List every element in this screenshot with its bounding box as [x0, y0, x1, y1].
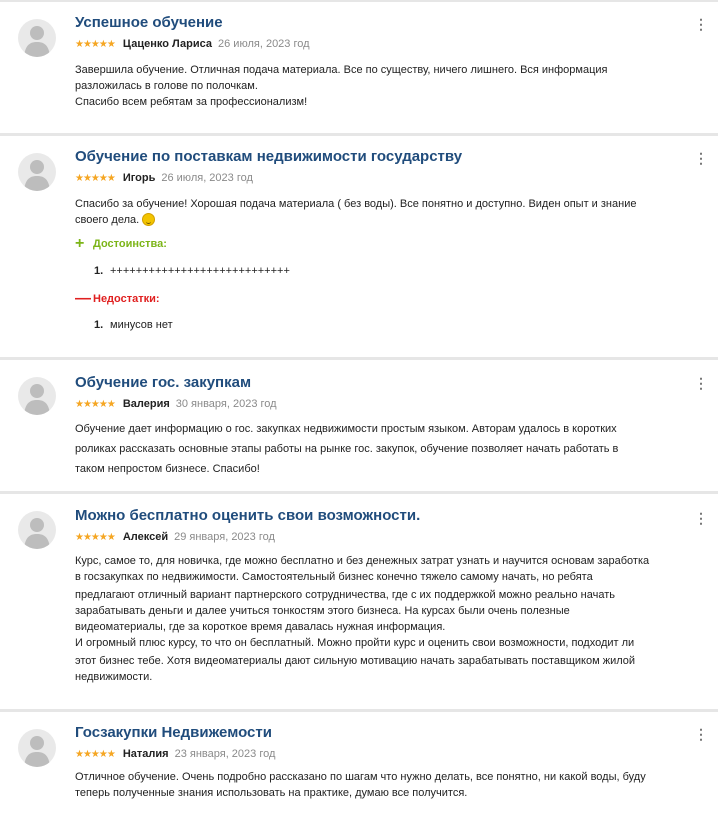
review-text-line: Спасибо за обучение! Хорошая подача материала ( без воды). Все понятно и доступно. Виден опыт и знание: [75, 198, 637, 210]
review-text-line: разложилась в голове по полочкам.: [75, 80, 258, 92]
user-avatar-icon: [18, 19, 56, 57]
review-author: Цаценко Лариса: [122, 38, 213, 50]
kebab-menu-icon[interactable]: ⋮: [694, 375, 708, 391]
review-title[interactable]: Обучение гос. закупкам: [75, 374, 252, 391]
pros-heading: [75, 235, 167, 253]
user-avatar-icon: [18, 729, 56, 767]
cons-list-item: [94, 319, 173, 331]
rating-stars: ★★★★★: [75, 398, 115, 410]
review-date: 26 июля, 2023 год: [161, 172, 253, 184]
review-title[interactable]: Обучение по поставкам недвижимости государству: [75, 148, 463, 165]
review-body: [75, 419, 705, 479]
review-text-line: роликах рассказать основные этапы работы на рынке гос. закупок, обучение позволяет начать работать в: [75, 443, 619, 455]
review-title[interactable]: Госзакупки Недвижемости: [75, 724, 272, 741]
user-avatar-icon: [18, 153, 56, 191]
review-date: 23 января, 2023 год: [174, 748, 276, 760]
review-title[interactable]: Можно бесплатно оценить свои возможности.: [75, 507, 421, 524]
kebab-menu-icon[interactable]: ⋮: [694, 150, 708, 166]
smile-emoji-icon: [142, 213, 155, 226]
cons-item-text: минусов нет: [110, 319, 173, 331]
review-text-line: Спасибо всем ребятам за профессионализм!: [75, 96, 308, 108]
user-avatar-icon: [18, 377, 56, 415]
review-title[interactable]: Успешное обучение: [75, 14, 223, 31]
review-text-line-part: своего дела.: [75, 214, 140, 226]
review-text-line: Отличное обучение. Очень подробно рассказано по шагам что нужно делать, все понятно, ни какой воды, буду: [75, 771, 646, 783]
user-avatar-icon: [18, 511, 56, 549]
review-text-line: зарабатывать деньги и далее учиться тонкостям этого бизнеса. На курсах были очень полезные: [75, 605, 570, 617]
cons-label: Недостатки:: [93, 293, 160, 305]
review-meta: [75, 531, 275, 543]
review-text-line: Курс, самое то, для новичка, где можно бесплатно и без денежных затрат узнать и научится основам заработка: [75, 555, 650, 567]
review-body: [75, 196, 705, 228]
review-card: [0, 712, 718, 825]
review-text-line: Завершила обучение. Отличная подача материала. Все по существу, ничего лишнего. Вся информация: [75, 64, 608, 76]
review-text-line: [75, 212, 705, 228]
review-text-line: видеоматериалы, где за короткое время давалась нужная информация.: [75, 621, 446, 633]
plus-icon: +: [75, 235, 85, 252]
review-date: 30 января, 2023 год: [175, 398, 277, 410]
review-text-line: предлагают отличный вариант партнерского сотрудничества, где с их поддержкой можно реально начать: [75, 589, 615, 601]
review-text-line: теперь полученные знания использовать на практике, думаю все получится.: [75, 787, 468, 799]
review-meta: [75, 398, 277, 410]
review-card: [0, 494, 718, 709]
review-card: [0, 2, 718, 133]
review-author: Валерия: [122, 398, 170, 410]
list-number: 1.: [94, 319, 104, 331]
review-author: Алексей: [122, 531, 169, 543]
review-date: 29 января, 2023 год: [174, 531, 275, 543]
pros-item-text: ++++++++++++++++++++++++++++: [110, 265, 290, 277]
review-text-line: таком непростом бизнесе. Спасибо!: [75, 463, 260, 475]
pros-list-item: [94, 265, 290, 277]
review-meta: [75, 748, 275, 760]
review-meta: [75, 38, 310, 50]
review-meta: [75, 172, 253, 184]
review-card: [0, 136, 718, 357]
review-author: Наталия: [122, 748, 169, 760]
review-text-line: И огромный плюс курсу, то что он бесплатный. Можно пройти курс и оценить свои возможности, подходит ли: [75, 637, 635, 649]
review-text-line: недвижимости.: [75, 671, 153, 683]
pros-label: Достоинства:: [93, 238, 167, 250]
rating-stars: ★★★★★: [75, 38, 115, 50]
kebab-menu-icon[interactable]: ⋮: [694, 510, 708, 526]
rating-stars: ★★★★★: [75, 748, 115, 760]
review-author: Игорь: [122, 172, 156, 184]
minus-icon: —: [75, 290, 91, 307]
review-text-line: в госзакупках по недвижимости. Самостоятельный бизнес конечно тяжело самому начать, но ребята: [75, 571, 593, 583]
cons-heading: [75, 290, 160, 308]
rating-stars: ★★★★★: [75, 531, 115, 543]
review-body: [75, 769, 705, 801]
review-card: [0, 360, 718, 491]
review-text-line: Обучение дает информацию о гос. закупках недвижимости простым языком. Авторам удалось в коротких: [75, 423, 617, 435]
review-text-line: этот бизнес тебе. Хотя видеоматериалы дают сильную мотивацию начать зарабатывать поставщиком жилой: [75, 655, 636, 667]
kebab-menu-icon[interactable]: ⋮: [694, 726, 708, 742]
list-number: 1.: [94, 265, 104, 277]
rating-stars: ★★★★★: [75, 172, 115, 184]
kebab-menu-icon[interactable]: ⋮: [694, 16, 708, 32]
review-body: [75, 553, 705, 685]
review-date: 26 июля, 2023 год: [218, 38, 310, 50]
review-body: [75, 62, 705, 110]
